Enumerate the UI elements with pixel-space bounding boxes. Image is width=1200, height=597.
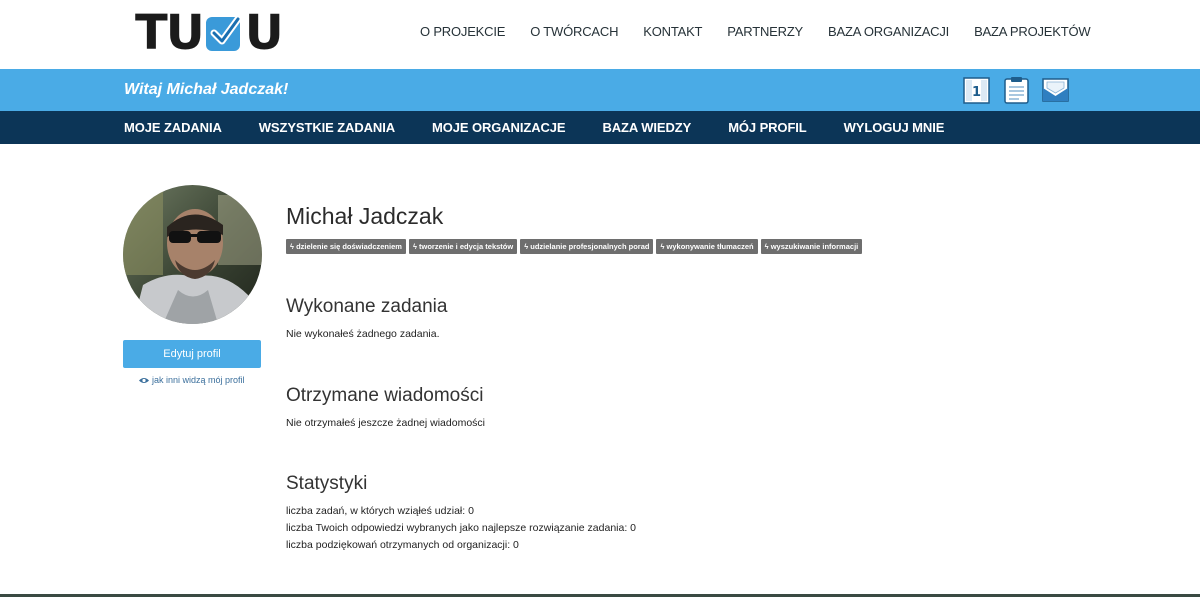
bolt-icon: ϟ (412, 242, 419, 251)
skill-tag[interactable]: ϟ wykonywanie tłumaczeń (656, 239, 757, 254)
welcome-bar (0, 69, 1200, 111)
stat-thanks-received: liczba podziękowań otrzymanych od organizacji: 0 (286, 539, 519, 551)
view-public-profile-text: jak inni widzą mój profil (151, 375, 245, 385)
top-nav-partnerzy[interactable]: PARTNERZY (727, 24, 804, 39)
skill-tag[interactable]: ϟ udzielanie profesjonalnych porad (520, 239, 653, 254)
checkbox-logo-icon (204, 13, 244, 53)
calendar-icon[interactable] (963, 76, 990, 104)
eye-icon (139, 377, 149, 384)
top-nav (420, 24, 1115, 39)
top-nav-o-projekcie[interactable]: O PROJEKCIE (420, 24, 506, 39)
clipboard-icon[interactable] (1003, 76, 1030, 104)
skill-tags (286, 239, 865, 254)
messages-text: Nie otrzymałeś jeszcze żadnej wiadomości (286, 417, 485, 429)
skill-tag[interactable]: ϟ dzielenie się doświadczeniem (286, 239, 406, 254)
skill-tag[interactable]: ϟ tworzenie i edycja tekstów (409, 239, 517, 254)
main-nav-baza-wiedzy[interactable]: BAZA WIEDZY (602, 120, 692, 135)
envelope-icon[interactable] (1042, 76, 1069, 104)
logo-text-right: U (244, 5, 282, 61)
avatar (123, 185, 262, 324)
top-header (0, 0, 1200, 69)
top-nav-baza-projektow[interactable]: BAZA PROJEKTÓW (974, 24, 1091, 39)
main-nav-wyloguj-mnie[interactable]: WYLOGUJ MNIE (843, 120, 945, 135)
edit-profile-button[interactable]: Edytuj profil (123, 340, 261, 368)
top-nav-kontakt[interactable]: KONTAKT (643, 24, 703, 39)
bolt-icon: ϟ (290, 242, 297, 251)
stat-tasks-participated: liczba zadań, w których wziąłeś udział: 0 (286, 505, 474, 517)
logo-text-left: TU (135, 5, 203, 61)
top-nav-baza-organizacji[interactable]: BAZA ORGANIZACJI (828, 24, 950, 39)
messages-heading: Otrzymane wiadomości (286, 385, 484, 406)
bolt-icon: ϟ (660, 242, 667, 251)
bolt-icon: ϟ (524, 242, 531, 251)
welcome-text: Witaj Michał Jadczak! (124, 81, 289, 98)
profile-name: Michał Jadczak (286, 203, 444, 229)
stat-best-answers: liczba Twoich odpowiedzi wybranych jako najlepsze rozwiązanie zadania: 0 (286, 522, 637, 534)
main-nav-moje-zadania[interactable]: MOJE ZADANIA (124, 120, 222, 135)
main-nav-moje-organizacje[interactable]: MOJE ORGANIZACJE (432, 120, 566, 135)
svg-text:1: 1 (971, 85, 982, 100)
statistics-heading: Statystyki (286, 473, 368, 494)
main-nav (0, 111, 1200, 144)
completed-tasks-text: Nie wykonałeś żadnego zadania. (286, 328, 440, 340)
main-nav-wszystkie-zadania[interactable]: WSZYSTKIE ZADANIA (258, 120, 395, 135)
bolt-icon: ϟ (764, 242, 771, 251)
skill-tag[interactable]: ϟ wyszukiwanie informacji (761, 239, 863, 254)
top-nav-o-tworcach[interactable]: O TWÓRCACH (530, 24, 619, 39)
completed-tasks-heading: Wykonane zadania (286, 296, 448, 317)
view-public-profile-link[interactable] (123, 375, 261, 385)
tuu-logo[interactable] (135, 5, 282, 61)
main-nav-moj-profil[interactable]: MÓJ PROFIL (728, 120, 807, 135)
